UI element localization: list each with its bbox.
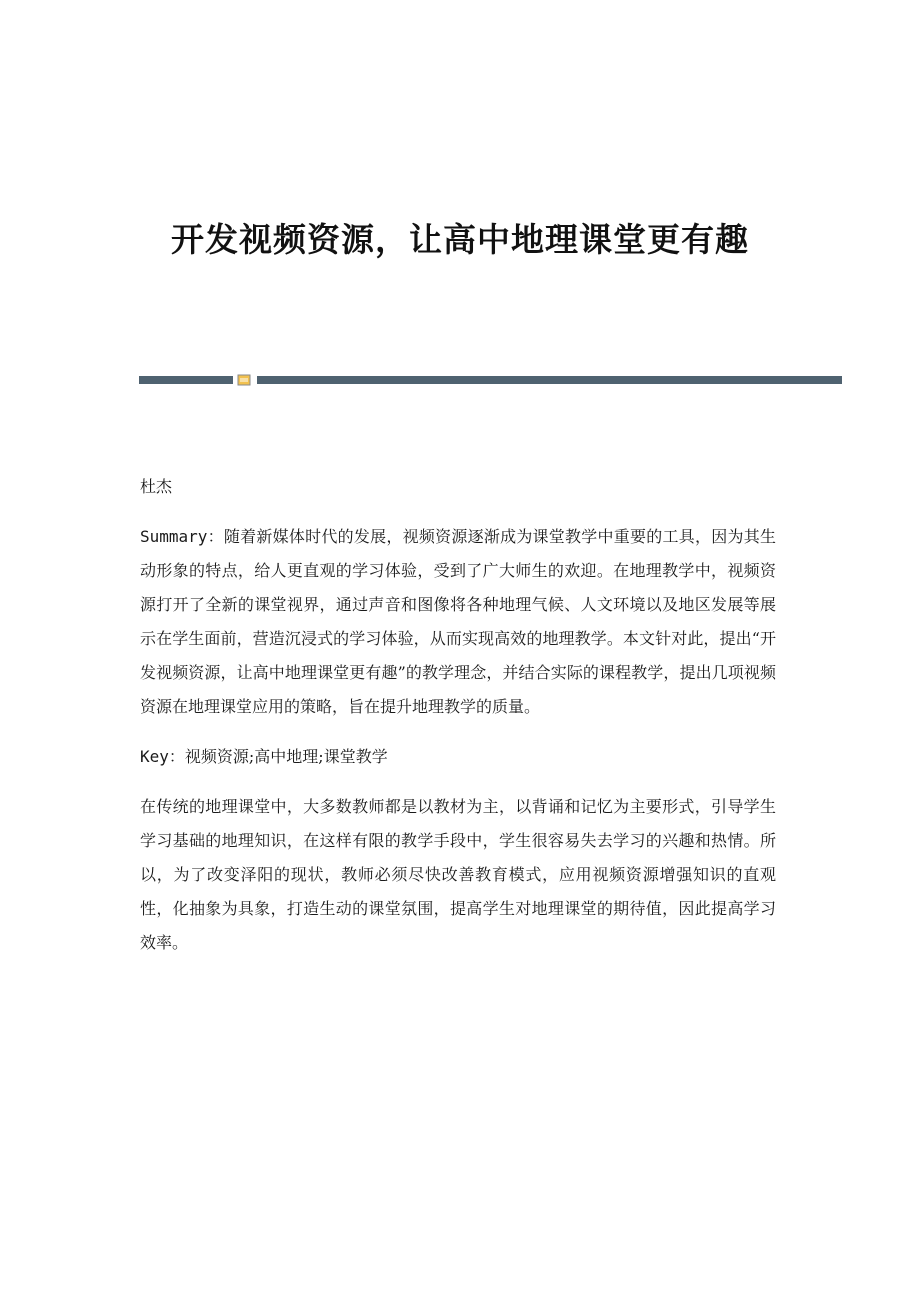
document-title: 开发视频资源，让高中地理课堂更有趣	[171, 220, 749, 259]
title-divider	[139, 374, 842, 386]
summary-label: Summary：	[140, 527, 224, 546]
keywords-text: 视频资源;高中地理;课堂教学	[184, 747, 388, 766]
summary-paragraph	[140, 520, 776, 724]
divider-bar-right	[257, 376, 842, 384]
summary-text: 随着新媒体时代的发展，视频资源逐渐成为课堂教学中重要的工具，因为其生动形象的特点，给人更直观的学习体验，受到了广大师生的欢迎。在地理教学中，视频资源打开了全新的课堂视界，通过声音和图像将各种地理气候、人文环境以及地区发展等展示在学生面前，营造沉浸式的学习体验，从而实现高效的地理教学。本文针对此，提出“开发视频资源，让高中地理课堂更有趣”的教学理念，并结合实际的课程教学，提出几项视频资源在地理课堂应用的策略，旨在提升地理教学的质量。	[140, 527, 776, 716]
keywords-label: Key：	[140, 747, 185, 766]
divider-bar-left	[139, 376, 233, 384]
divider-ornament-icon	[237, 374, 251, 386]
keywords-paragraph	[140, 740, 776, 774]
document-body	[140, 470, 776, 976]
body-paragraph: 在传统的地理课堂中，大多数教师都是以教材为主，以背诵和记忆为主要形式，引导学生学习基础的地理知识，在这样有限的教学手段中，学生很容易失去学习的兴趣和热情。所以，为了改变泽阳的现状，教师必须尽快改善教育模式，应用视频资源增强知识的直观性，化抽象为具象，打造生动的课堂氛围，提高学生对地理课堂的期待值，因此提高学习效率。	[140, 797, 776, 952]
author-name: 杜杰	[140, 477, 173, 496]
